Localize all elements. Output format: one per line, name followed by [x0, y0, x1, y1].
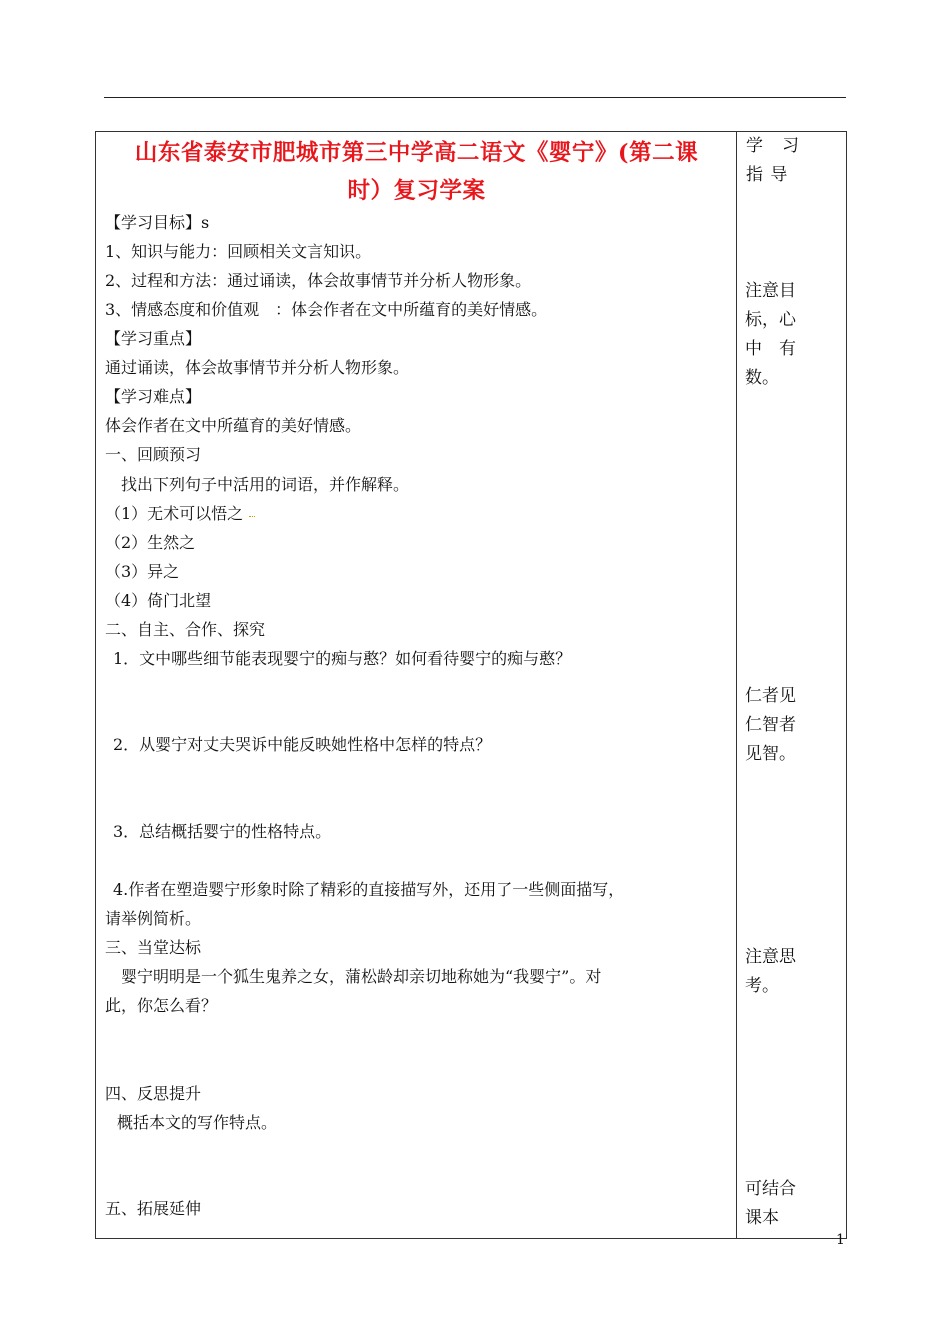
preview-item-1	[105, 504, 255, 524]
section-3-heading: 三、当堂达标	[105, 938, 202, 957]
section-1-heading: 一、回顾预习	[105, 445, 202, 464]
document-title-line-1: 山东省泰安市肥城市第三中学高二语文《婴宁》(第二课	[134, 140, 699, 166]
worksheet-table	[95, 131, 847, 1239]
preview-item-3: （3）异之	[105, 562, 180, 581]
key-point-text: 通过诵读，体会故事情节并分析人物形象。	[105, 358, 410, 377]
section-3-question-line-1: 婴宁明明是一个狐生鬼养之女，蒲松龄却亲切地称她为“我婴宁”。对	[121, 967, 602, 986]
guidance-header-line-1: 学 习	[746, 136, 800, 156]
section-1-instruction: 找出下列句子中活用的词语，并作解释。	[121, 475, 410, 494]
goal-2: 2、过程和方法：通过诵读，体会故事情节并分析人物形象。	[105, 271, 532, 290]
goal-3: 3、情感态度和价值观 ：体会作者在文中所蕴育的美好情感。	[105, 300, 548, 319]
guidance-column	[737, 132, 846, 1238]
preview-item-2: （2）生然之	[105, 533, 196, 552]
preview-item-1-text: （1）无术可以悟之	[105, 504, 244, 523]
guidance-header-line-2: 指 导	[746, 165, 789, 185]
main-column	[96, 132, 736, 1238]
difficulty-heading: 【学习难点】	[105, 387, 202, 406]
section-3-question-line-2: 此，你怎么看？	[105, 996, 218, 1015]
header-rule	[104, 97, 846, 98]
guidance-note-think: 注意思 考。	[745, 947, 796, 996]
section-4-text: 概括本文的写作特点。	[117, 1113, 278, 1132]
question-4-line-1: 4.作者在塑造婴宁形象时除了精彩的直接描写外，还用了一些侧面描写，	[113, 880, 625, 899]
document-title-line-2: 时）复习学案	[347, 178, 486, 204]
preview-item-4: （4）倚门北望	[105, 591, 212, 610]
question-1: 1．文中哪些细节能表现婴宁的痴与憨？如何看待婴宁的痴与憨？	[113, 649, 572, 668]
section-2-heading: 二、自主、合作、探究	[105, 620, 266, 639]
question-2: 2．从婴宁对丈夫哭诉中能反映她性格中怎样的特点？	[113, 735, 492, 754]
difficulty-text: 体会作者在文中所蕴育的美好情感。	[105, 416, 362, 435]
section-4-heading: 四、反思提升	[105, 1084, 202, 1103]
question-3: 3．总结概括婴宁的性格特点。	[113, 822, 332, 841]
question-4-line-2: 请举例简析。	[105, 909, 202, 928]
goal-1: 1、知识与能力：回顾相关文言知识。	[105, 242, 372, 261]
goals-heading: 【学习目标】s	[105, 213, 210, 232]
key-point-heading: 【学习重点】	[105, 329, 202, 348]
insertion-mark	[249, 516, 255, 517]
guidance-note-perspective: 仁者见 仁智者 见智。	[745, 686, 796, 764]
section-5-heading: 五、拓展延伸	[105, 1199, 202, 1218]
guidance-note-textbook: 可结合 课本	[745, 1179, 796, 1228]
guidance-note-goals: 注意目 标，心 中 有 数。	[745, 281, 796, 388]
page-number: 1	[836, 1232, 845, 1248]
